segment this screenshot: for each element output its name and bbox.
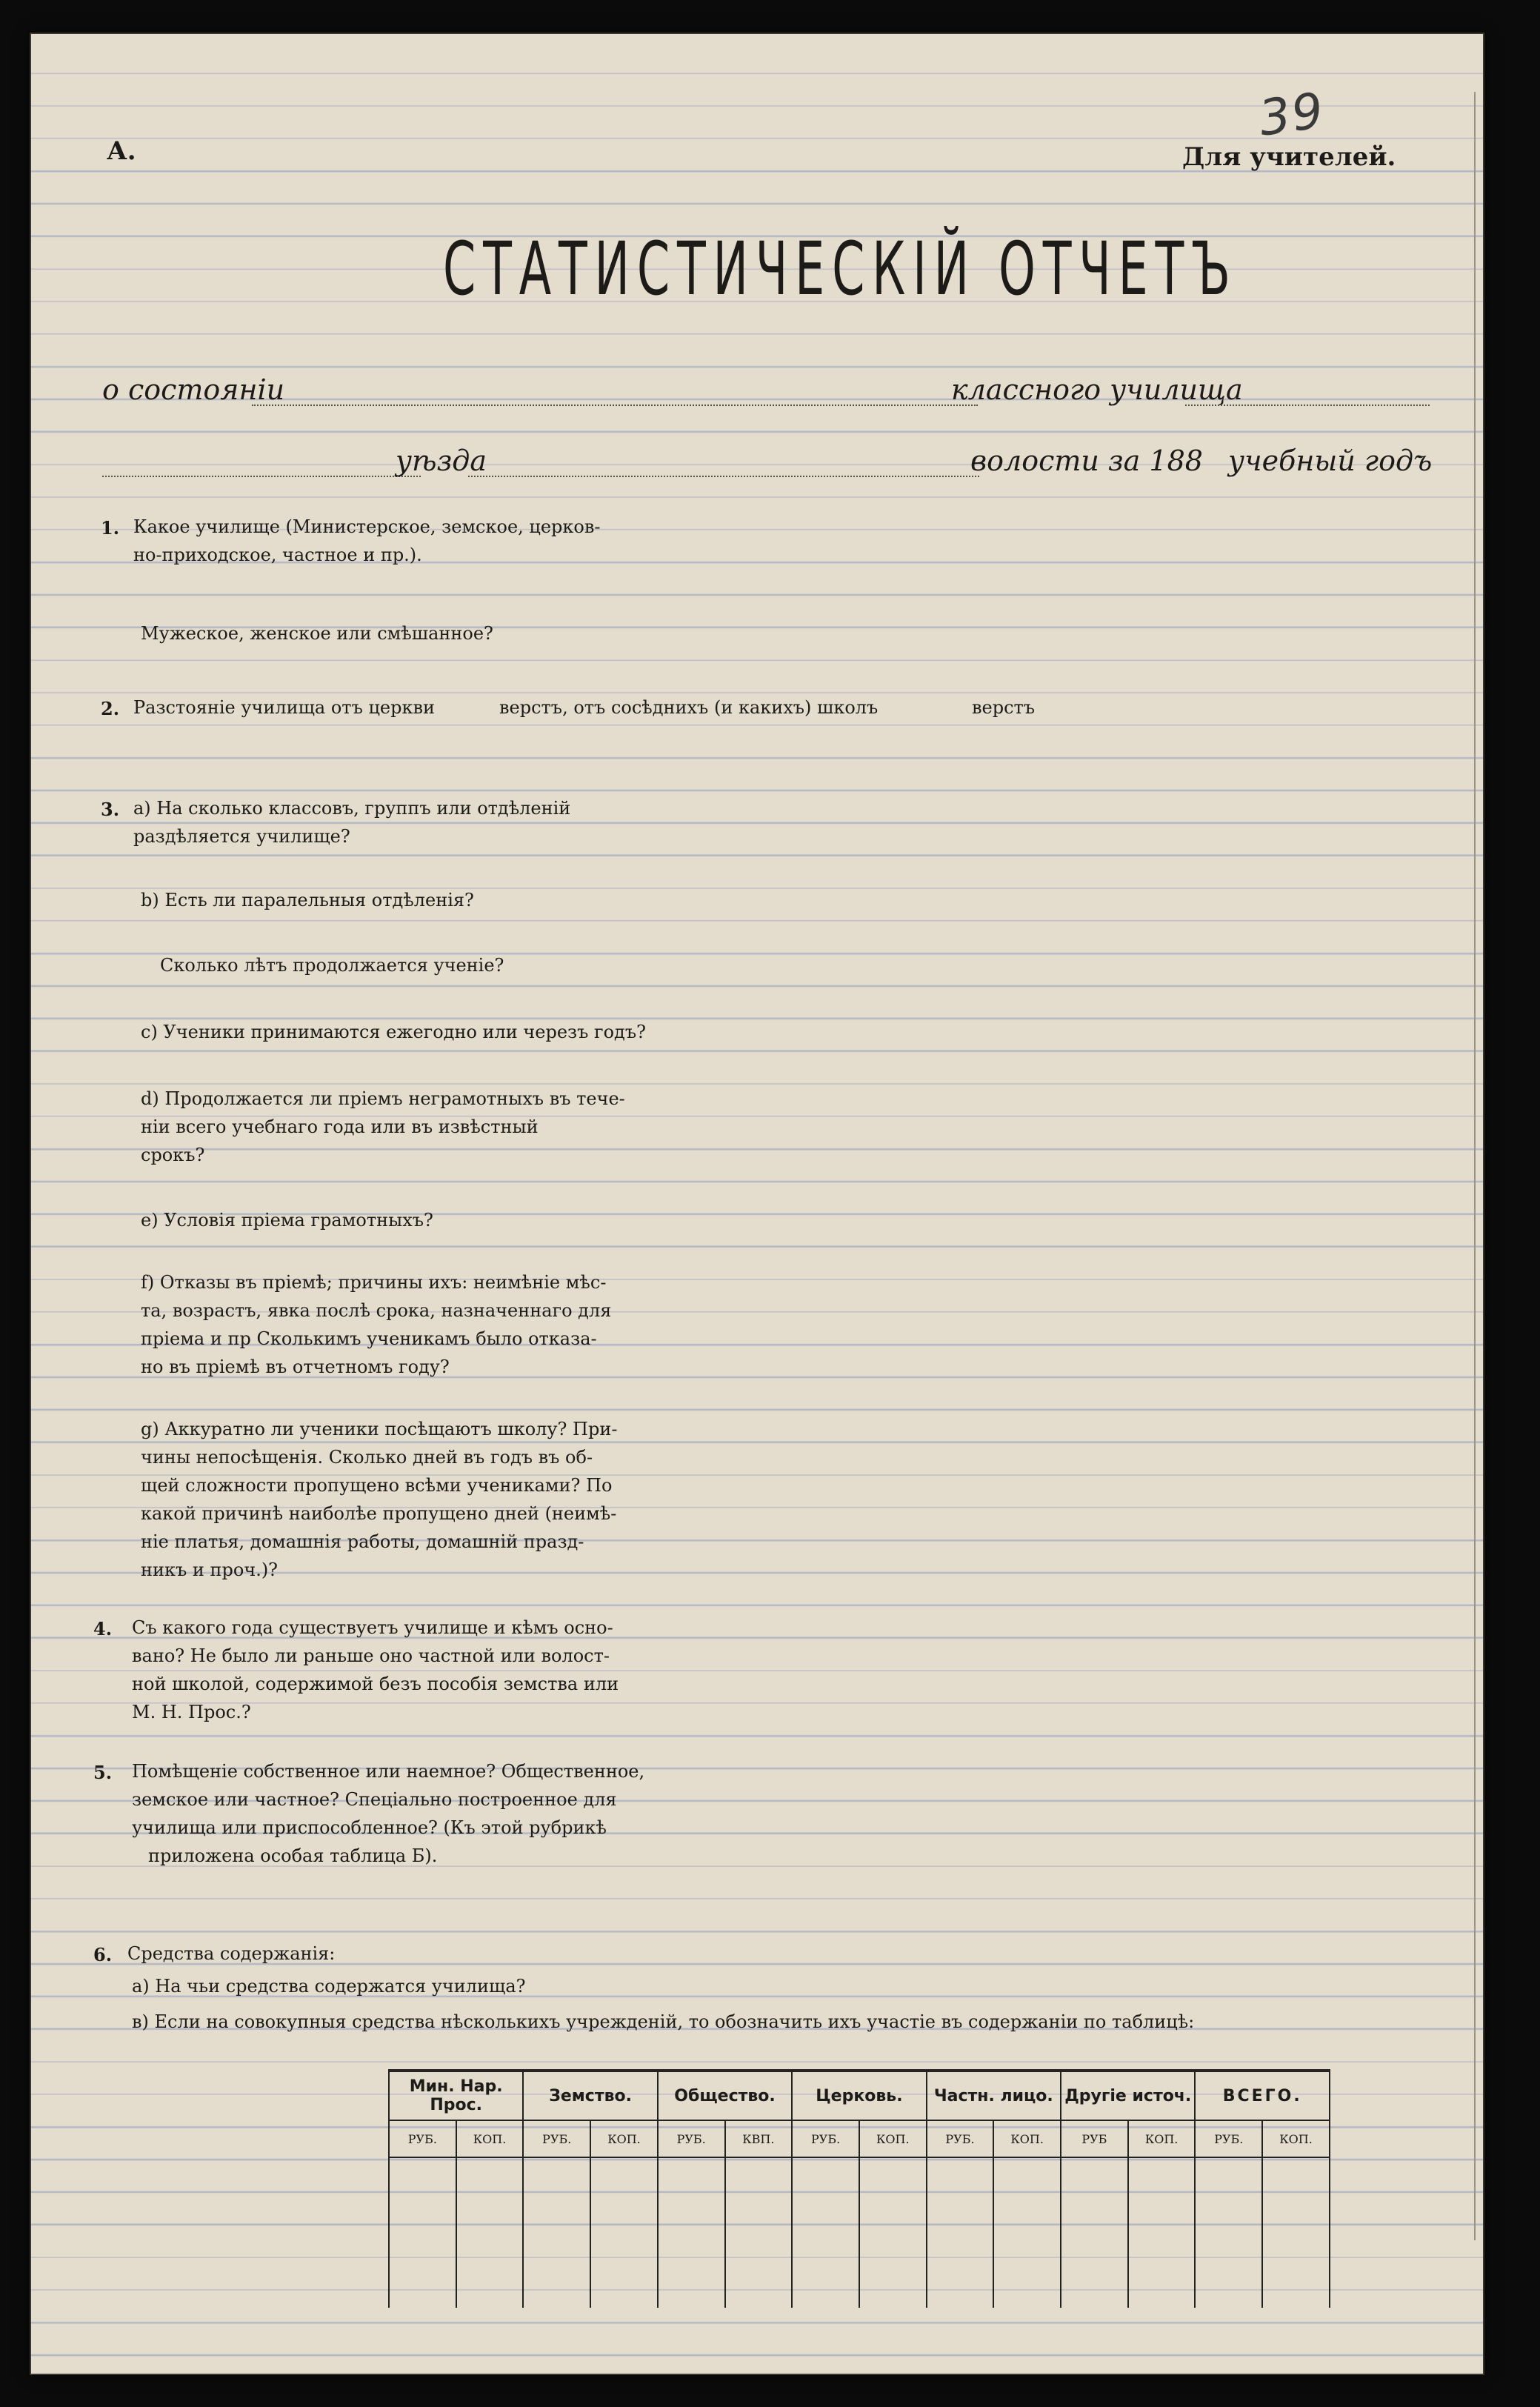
q3-number: 3. <box>101 799 120 820</box>
volost-line <box>468 476 979 477</box>
q4-number: 4. <box>93 1618 113 1639</box>
class-school-line <box>1185 405 1430 406</box>
entry-cell <box>792 2157 859 2308</box>
q1-number: 1. <box>101 517 120 539</box>
q5-line-2: земское или частное? Спеціально построенное для <box>132 1789 617 1810</box>
q3-b2: Сколько лѣтъ продолжается ученіе? <box>160 955 504 976</box>
q3-a-line-1: а) На сколько классовъ, группъ или отдѣленій <box>133 798 571 819</box>
q3-g-line-5: ніе платья, домашнія работы, домашній празд- <box>141 1531 584 1552</box>
header-zemstvo: Земство. <box>523 2071 657 2120</box>
county-line <box>102 476 421 477</box>
header-obshchestvo: Общество. <box>658 2071 792 2120</box>
q2-text-b: верстъ, отъ сосѣднихъ (и какихъ) школъ <box>499 697 879 718</box>
subheader-cell: КОП. <box>993 2120 1061 2157</box>
intro-volost: волости за 188 <box>970 445 1203 477</box>
subheader-cell: РУБ. <box>792 2120 859 2157</box>
entry-cell <box>1061 2157 1128 2308</box>
q3-g-line-1: g) Аккуратно ли ученики посѣщаютъ школу? При- <box>141 1419 618 1439</box>
q1-sub: Мужеское, женское или смѣшанное? <box>141 623 493 644</box>
funding-table-subheader-row <box>389 2120 1330 2157</box>
q3-g-line-4: какой причинѣ наиболѣе пропущено дней (неимѣ- <box>141 1503 617 1524</box>
header-tserkov: Церковь. <box>792 2071 926 2120</box>
q3-d-line-2: ніи всего учебнаго года или въ извѣстный <box>141 1116 539 1137</box>
q1-line-1: Какое училище (Министерское, земское, церков- <box>133 516 601 537</box>
q5-line-1: Помѣщеніе собственное или наемное? Общественное, <box>132 1761 645 1782</box>
q2-text-a: Разстояніе училища отъ церкви <box>133 697 435 718</box>
subheader-cell: КВП. <box>725 2120 793 2157</box>
entry-cell <box>859 2157 927 2308</box>
q3-g-line-2: чины непосѣщенія. Сколько дней въ годъ въ об- <box>141 1447 593 1468</box>
entry-cell <box>523 2157 590 2308</box>
entry-cell <box>1128 2157 1196 2308</box>
page-fold-edge <box>1474 92 1476 2240</box>
q1-line-2: но-приходское, частное и пр.). <box>133 545 422 565</box>
q3-d-line-1: d) Продолжается ли пріемъ неграмотныхъ въ тече- <box>141 1088 625 1109</box>
entry-cell <box>1262 2157 1330 2308</box>
q6-b: в) Если на совокупныя средства нѣсколькихъ учрежденій, то обозначить ихъ участіе въ содержаніи по таблицѣ: <box>132 2011 1195 2032</box>
funding-table <box>388 2069 1330 2308</box>
q3-f-line-1: f) Отказы въ пріемѣ; причины ихъ: неимѣніе мѣс- <box>141 1272 607 1293</box>
q5-number: 5. <box>93 1762 113 1783</box>
form-letter: А. <box>107 136 136 166</box>
header-vsego: ВСЕГО. <box>1195 2071 1330 2120</box>
subheader-cell: РУБ <box>1061 2120 1128 2157</box>
entry-cell <box>993 2157 1061 2308</box>
q6-number: 6. <box>93 1944 113 1965</box>
subheader-cell: КОП. <box>859 2120 927 2157</box>
subheader-cell: РУБ. <box>389 2120 456 2157</box>
sheet-number: 39 <box>1256 81 1328 147</box>
audience-label: Для учителей. <box>1182 142 1396 172</box>
q3-f-line-3: пріема и пр Сколькимъ ученикамъ было отказа- <box>141 1328 597 1349</box>
header-min-nar-pros: Мин. Нар. Прос. <box>389 2071 523 2120</box>
q3-g-line-6: никъ и проч.)? <box>141 1559 279 1580</box>
subheader-cell: КОП. <box>1262 2120 1330 2157</box>
school-name-line <box>252 405 978 406</box>
q6-title: Средства содержанія: <box>127 1943 336 1964</box>
q4-line-4: М. Н. Прос.? <box>132 1702 251 1722</box>
intro-class-school: классного училища <box>951 373 1243 406</box>
q5-line-4: приложена особая таблица Б). <box>148 1845 438 1866</box>
q4-line-2: вано? Не было ли раньше оно частной или волост- <box>132 1645 610 1666</box>
subheader-cell: РУБ. <box>927 2120 994 2157</box>
q3-d-line-3: срокъ? <box>141 1145 205 1165</box>
subheader-cell: КОП. <box>456 2120 524 2157</box>
q4-line-1: Съ какого года существуетъ училище и кѣмъ осно- <box>132 1617 613 1638</box>
entry-cell <box>456 2157 524 2308</box>
q3-e: e) Условія пріема грамотныхъ? <box>141 1210 433 1231</box>
q2-number: 2. <box>101 698 120 719</box>
subheader-cell: РУБ. <box>523 2120 590 2157</box>
funding-table-entry-row <box>389 2157 1330 2308</box>
subheader-cell: РУБ. <box>1195 2120 1262 2157</box>
subheader-cell: РУБ. <box>658 2120 725 2157</box>
document-page <box>30 33 1484 2375</box>
q5-line-3: училища или приспособленное? (Къ этой рубрикѣ <box>132 1817 607 1838</box>
q3-f-line-2: та, возрастъ, явка послѣ срока, назначеннаго для <box>141 1300 612 1321</box>
header-drugie-istoch: Другіе источ. <box>1061 2071 1195 2120</box>
q3-b: b) Есть ли паралельныя отдѣленія? <box>141 890 474 910</box>
subheader-cell: КОП. <box>1128 2120 1196 2157</box>
intro-county: уѣзда <box>396 445 487 477</box>
entry-cell <box>927 2157 994 2308</box>
funding-table-header-row <box>389 2071 1330 2120</box>
entry-cell <box>725 2157 793 2308</box>
q2-text-c: верстъ <box>972 697 1036 718</box>
subheader-cell: КОП. <box>590 2120 658 2157</box>
page-title: СТАТИСТИЧЕСКІЙ ОТЧЕТЪ <box>443 227 1238 312</box>
q6-a: а) На чьи средства содержатся училища? <box>132 1976 526 1997</box>
q3-f-line-4: но въ пріемѣ въ отчетномъ году? <box>141 1356 450 1377</box>
entry-cell <box>590 2157 658 2308</box>
header-chastn-litso: Частн. лицо. <box>927 2071 1061 2120</box>
intro-about-state: о состояніи <box>102 373 285 406</box>
q3-c: c) Ученики принимаются ежегодно или черезъ годъ? <box>141 1022 646 1042</box>
q3-g-line-3: щей сложности пропущено всѣми учениками? По <box>141 1475 613 1496</box>
intro-school-year: учебный годъ <box>1228 445 1433 477</box>
entry-cell <box>389 2157 456 2308</box>
entry-cell <box>658 2157 725 2308</box>
q4-line-3: ной школой, содержимой безъ пособія земства или <box>132 1674 619 1694</box>
entry-cell <box>1195 2157 1262 2308</box>
q3-a-line-2: раздѣляется училище? <box>133 826 350 847</box>
